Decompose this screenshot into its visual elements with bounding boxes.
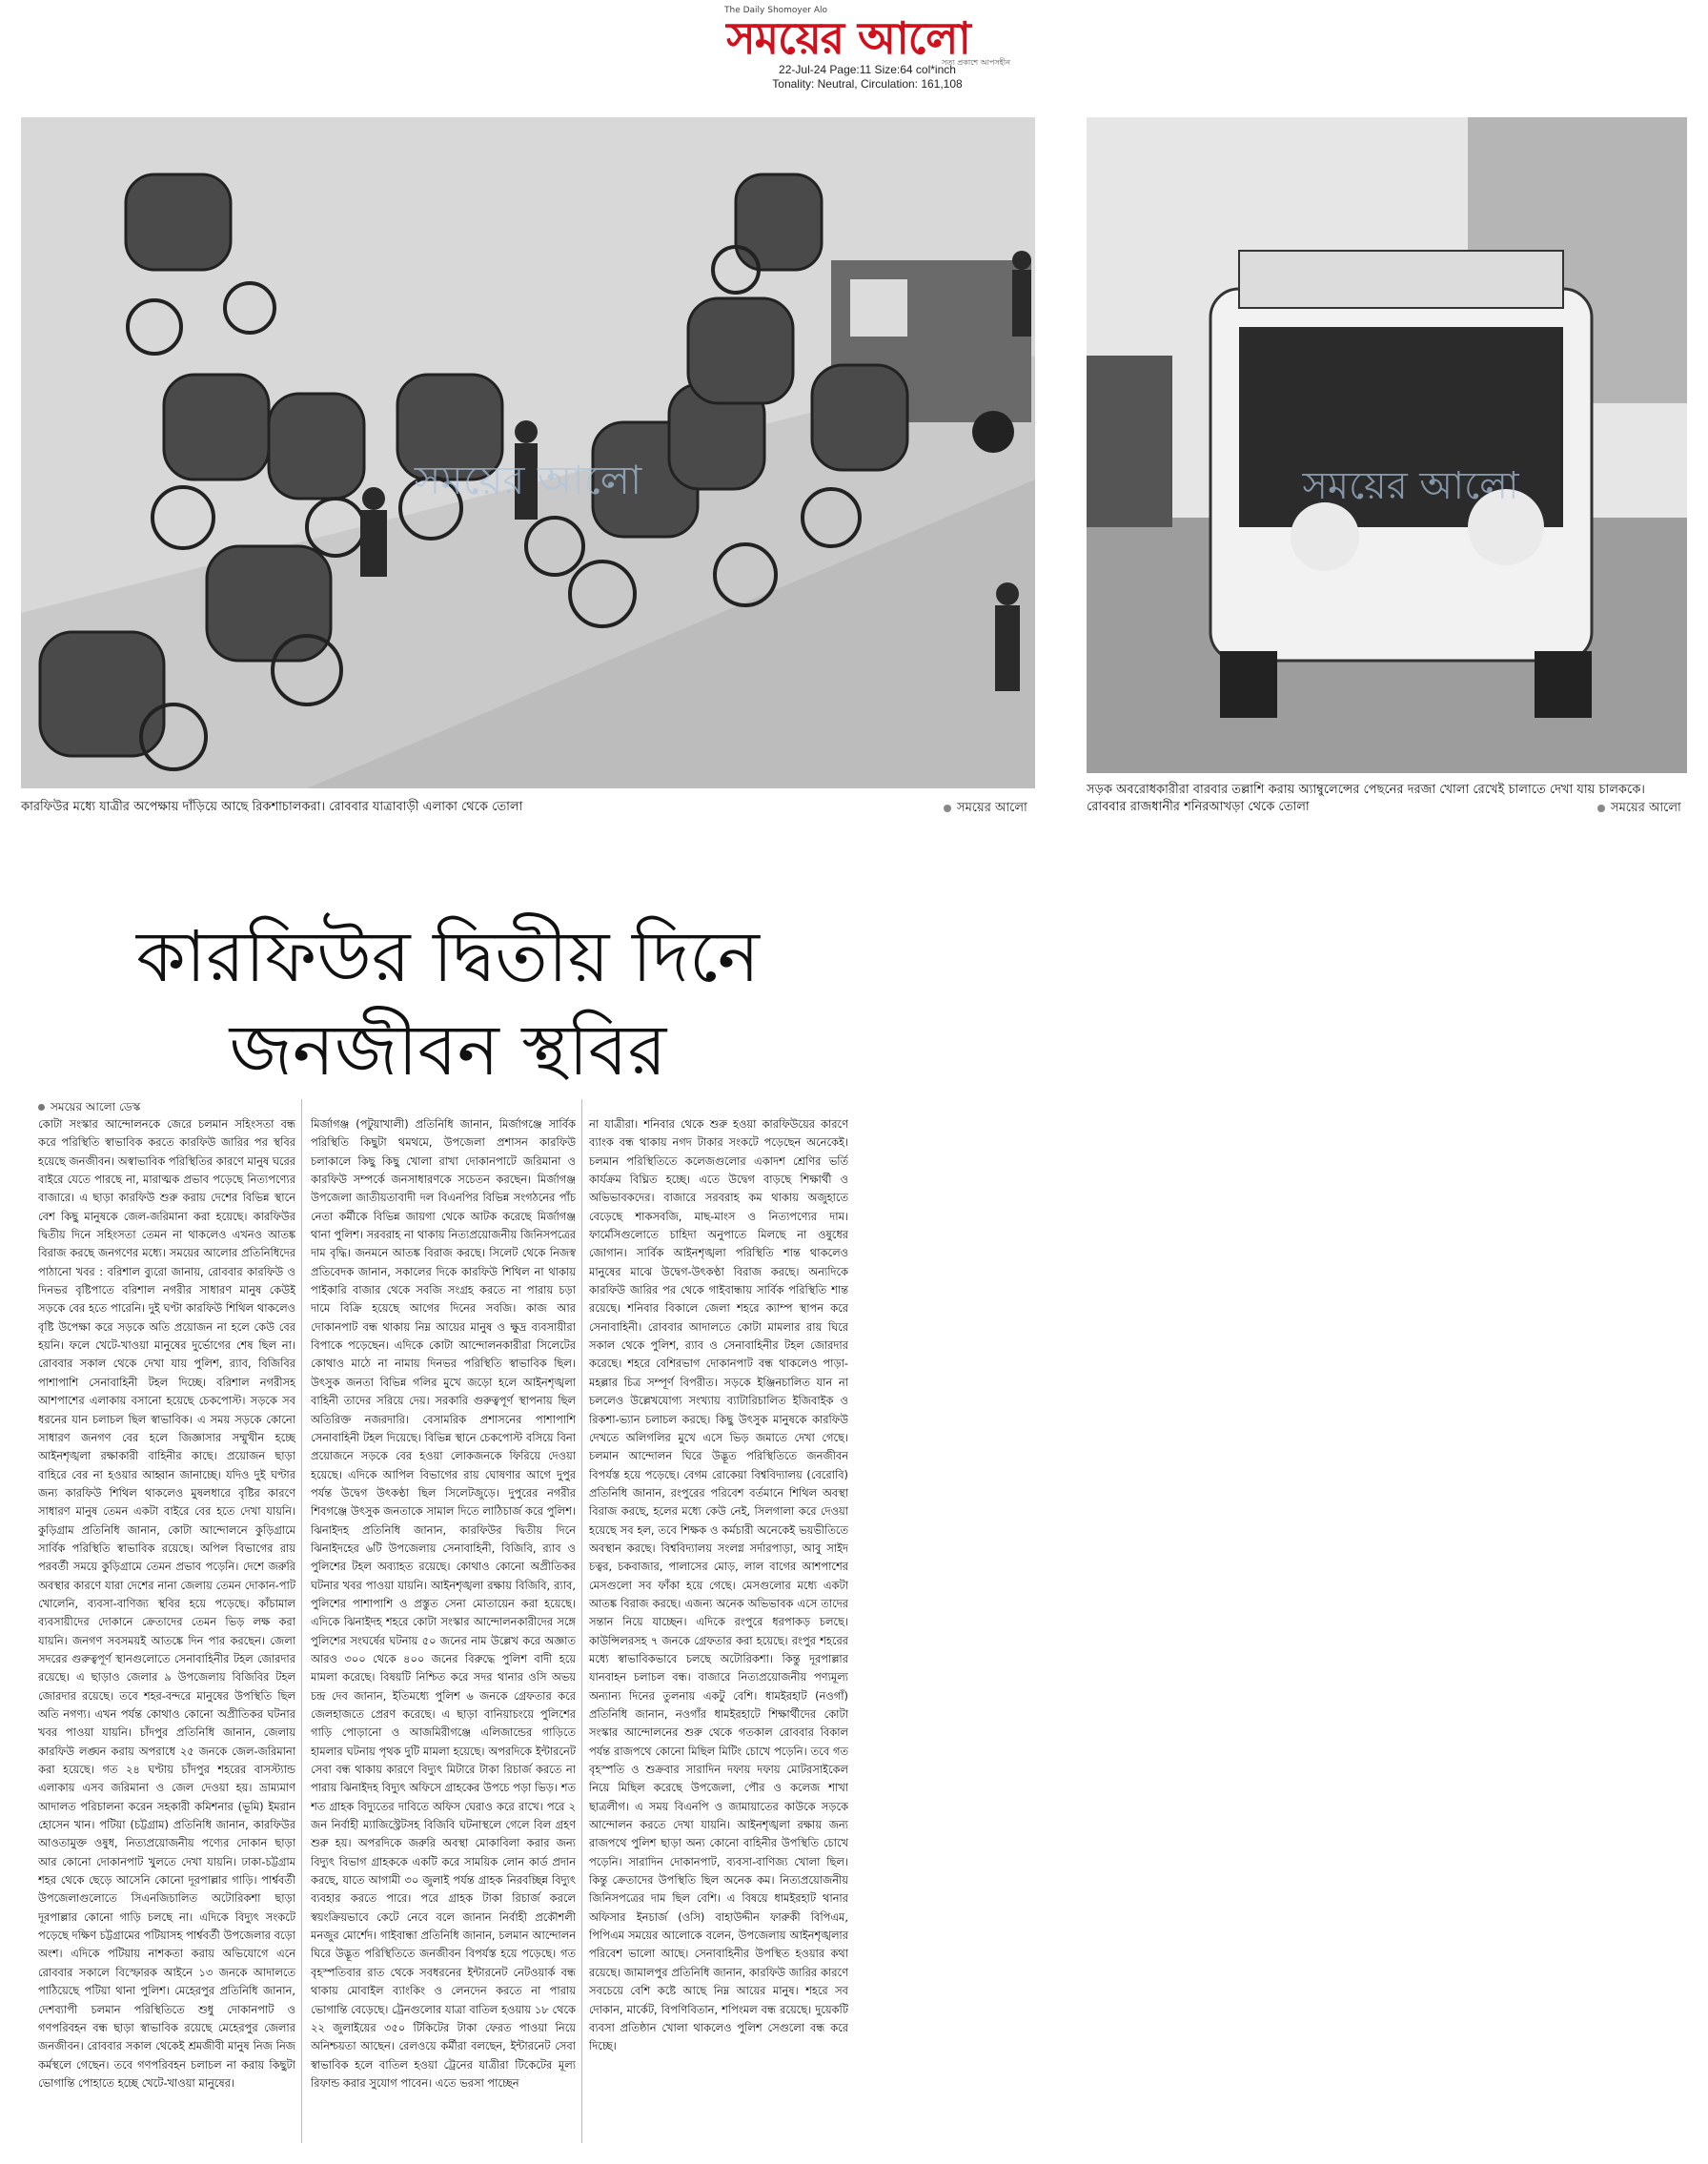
photo-watermark: সময়ের আলো bbox=[1302, 464, 1519, 508]
column-divider bbox=[581, 1099, 582, 2143]
right-photo-credit-text: সময়ের আলো bbox=[1611, 801, 1681, 815]
column-1-text: কোটা সংস্কার আন্দোলনকে জেরে চলমান সহিংসতা বন্ধ করে পরিস্থিতি স্বাভাবিক করতে কারফিউ জারির পর স্থবির হয়েছে জনজীবন। অস্বাভাবিক পরিস্থিতির কারণে মানুষ ঘরের বাইরে যেতে পারছে না, মারাত্মক প্রভাব পড়েছে নিত্যপণ্যের বাজারে। এ ছাড়া কারফিউ শুরু করায় দেশের বিভিন্ন স্থানে বেশ কিছু মানুষকে জেল-জরিমানা করা হয়েছে। কারফিউর দ্বিতীয় দিনে সহিংসতা তেমন না থাকলেও এখনও আতঙ্ক বিরাজ করছে জনগণের মধ্যে। সময়ের আলোর প্রতিনিধিদের পাঠানো খবর : বরিশাল ব্যুরো জানায়, রোববার কারফিউ ও দিনভর বৃষ্টিপাতে বরিশাল নগরীর সাধারণ মানুষ কেউই সড়কে বের হতে পারেনি। দুই ঘণ্টা কারফিউ শিথিল থাকলেও বৃষ্টি উপেক্ষা করে সড়কে অতি প্রয়োজন না হলে কেউ বের হয়নি। ফলে খেটে-খাওয়া মানুষের দুর্ভোগের শেষ ছিল না। রোববার সকাল থেকে দেখা যায় পুলিশ, র‌্যাব, বিজিবির পাশাপাশি সেনাবাহিনী টহল দিচ্ছে। বরিশাল নগরীসহ আশপাশের এলাকায় বসানো হয়েছে চেকপোস্ট। সড়কে সব ধরনের যান চলাচল ছিল স্বাভাবিক। এ সময় সড়কে কোনো সাধারণ জনগণ বের হলে জিজ্ঞাসার সম্মুখীন হচ্ছে আইনশৃঙ্খলা রক্ষাকারী বাহিনীর কাছে। প্রয়োজন ছাড়া বাহিরে বের না হওয়ার আহ্বান জানাচ্ছে। যদিও দুই ঘণ্টার জন্য কারফিউ শিথিল থাকলেও মুষলধারে বৃষ্টির কারণে সাধারণ মানুষ তেমন একটা বাইরে বের হতে দেখা যায়নি। কুড়িগ্রাম প্রতিনিধি জানান, কোটা আন্দোলনে কুড়িগ্রামে সার্বিক পরিস্থিতি স্বাভাবিক রয়েছে। অপিল বিভাগের রায় পরবর্তী সময়ে কুড়িগ্রামে তেমন প্রভাব পড়েনি। দেশে জরুরি অবস্থার কারণে যারা দেশের নানা জেলায় তেমন দোকান-পাট খোলেনি, ব্যবসা-বাণিজ্য স্থবির হয়ে পড়েছে। কাঁচামাল ব্যবসায়ীদের দোকানে ক্রেতাদের তেমন ভিড় লক্ষ করা যায়নি। জনগণ সবসময়ই আতঙ্কে দিন পার করছেন। জেলা সদরের গুরুত্বপূর্ণ স্থানগুলোতে সেনাবাহিনীর টহল জোরদার রয়েছে। এ ছাড়াও জেলার ৯ উপজেলায় বিজিবির টহল জোরদার রয়েছে। তবে শহর-বন্দরে মানুষের উপস্থিতি ছিল অতি নগণ্য। এখন পর্যন্ত কোথাও কোনো অপ্রীতিকর ঘটনার খবর পাওয়া যায়নি। চাঁদপুর প্রতিনিধি জানান, জেলায় কারফিউ লঙ্ঘন করায় অপরাধে ২৫ জনকে জেল-জরিমানা করা হয়েছে। গত ২৪ ঘণ্টায় চাঁদপুর শহরের বাসস্ট্যান্ড এলাকায় এসব জরিমানা ও জেল দেওয়া হয়। ভ্রাম্যমাণ আদালত পরিচালনা করেন সহকারী কমিশনার (ভূমি) ইমরান হোসেন খান। পটিয়া (চট্টগ্রাম) প্রতিনিধি জানান, কারফিউর আওতামুক্ত ওষুধ, নিত্যপ্রয়োজনীয় পণ্যের দোকান ছাড়া আর কোনো দোকানপাট খুলতে দেখা যায়নি। ঢাকা-চট্টগ্রাম শহর থেকে ছেড়ে আসেনি কোনো দূরপাল্লার গাড়ি। পার্শ্ববর্তী উপজেলাগুলোতে সিএনজিচালিত অটোরিকশা ছাড়া দূরপাল্লার কোনো গাড়ি চলছে না। এদিকে বিদ্যুৎ সংকটে পড়েছে দক্ষিণ চট্টগ্রামের পটিয়াসহ পার্শ্ববর্তী উপজেলার বড়ো অংশ। এদিকে পটিয়ায় নাশকতা করায় অভিযোগে এনে রোববার সকালে বিস্ফোরক আইনে ১৩ জনকে আদালতে পাঠিয়েছে পটিয়া থানা পুলিশ। মেহেরপুর প্রতিনিধি জানান, দেশব্যাপী চলমান পরিস্থিতিতে শুধু দোকানপাট ও গণপরিবহন বন্ধ ছাড়া স্বাভাবিক রয়েছে মেহেরপুর জেলার জনজীবন। রোববার সকাল থেকেই শ্রমজীবী মানুষ নিজ নিজ কর্মস্থলে গেছেন। তবে গণপরিবহন চলাচল না করায় কিছুটা ভোগান্তি পোহাতে হচ্ছে খেটে-খাওয়া মানুষের। bbox=[38, 1117, 295, 2090]
article-column-3 bbox=[589, 1115, 848, 2145]
headline-line2: জনজীবন স্থবির bbox=[229, 1010, 667, 1092]
left-photo-credit bbox=[944, 799, 1027, 819]
photo-watermark: সময়ের আলো bbox=[414, 457, 642, 503]
clip-meta-line1: 22-Jul-24 Page:11 Size:64 col*inch bbox=[779, 63, 956, 76]
masthead bbox=[667, 6, 1029, 70]
newspaper-logo: সময়ের আলো bbox=[726, 12, 970, 64]
right-photo-credit bbox=[1597, 799, 1681, 819]
column-2-text: মির্জাগঞ্জ (পটুয়াখালী) প্রতিনিধি জানান, মির্জাগঞ্জে সার্বিক পরিস্থিতি কিছুটা থমথমে, উপজেলা প্রশাসন কারফিউ চলাকালে কিছু কিছু খোলা রাখা দোকানপাটে জরিমানা ও কারফিউ সম্পর্কে জনসাধারণকে সচেতন করছেন। মির্জাগঞ্জ উপজেলা জাতীয়তাবাদী দল বিএনপির বিভিন্ন সংগঠনের পাঁচ নেতা কর্মীকে বিভিন্ন জায়গা থেকে আটক করেছে মির্জাগঞ্জ থানা পুলিশ। সরবরাহ না থাকায় নিত্যপ্রয়োজনীয় জিনিসপত্রের দাম বৃদ্ধি। জনমনে আতঙ্ক বিরাজ করছে। সিলেট থেকে নিজস্ব প্রতিবেদক জানান, সকালের দিকে কারফিউ শিথিল না থাকায় পাইকারি বাজার থেকে সবজি সংগ্রহ করতে না পারায় চড়া দামে বিক্রি হয়েছে আগের দিনের সবজি। কাজ আর দোকানপাট বন্ধ থাকায় নিম্ন আয়ের মানুষ ও ক্ষুদ্র ব্যবসায়ীরা বিপাকে পড়েছেন। এদিকে কোটা আন্দোলনকারীরা সিলেটের কোথাও মাঠে না নামায় দিনভর পরিস্থিতি স্বাভাবিক ছিল। উৎসুক জনতা বিভিন্ন গলির মুখে জড়ো হলে আইনশৃঙ্খলা বাহিনী তাদের সরিয়ে দেয়। সরকারি গুরুত্বপূর্ণ স্থাপনায় ছিল অতিরিক্ত নজরদারি। বেসামরিক প্রশাসনের পাশাপাশি সেনাবাহিনী টহল দিয়েছে। বিভিন্ন স্থানে চেকপোস্ট বসিয়ে বিনা প্রয়োজনে সড়কে বের হওয়া লোকজনকে ফিরিয়ে দেওয়া হয়েছে। এদিকে আপিল বিভাগের রায় ঘোষণার আগে দুপুর পর্যন্ত উদ্বেগ উৎকণ্ঠা ছিল সিলেটজুড়ে। দুপুরের নগরীর শিবগঞ্জে উৎসুক জনতাকে সামাল দিতে লাঠিচার্জ করে পুলিশ। ঝিনাইদহ প্রতিনিধি জানান, কারফিউর দ্বিতীয় দিনে ঝিনাইদহের ৬টি উপজেলায় সেনাবাহিনী, বিজিবি, র‌্যাব ও পুলিশের টহল অব্যাহত রয়েছে। কোথাও কোনো অপ্রীতিকর ঘটনার খবর পাওয়া যায়নি। আইনশৃঙ্খলা রক্ষায় বিজিবি, র‌্যাব, পুলিশের পাশাপাশি ও প্রস্তুত সেনা মোতায়েন করা হয়েছে। এদিকে ঝিনাইদহ শহরে কোটা সংস্কার আন্দোলনকারীদের সঙ্গে পুলিশের সংঘর্ষের ঘটনায় ৫০ জনের নাম উল্লেখ করে অজ্ঞাত আরও ৩০০ থেকে ৪০০ জনের বিরুদ্ধে পুলিশ বাদী হয়ে মামলা করেছে। বিষয়টি নিশ্চিত করে সদর থানার ওসি অভয় চন্দ্র দেব জানান, ইতিমধ্যে পুলিশ ৬ জনকে গ্রেফতার করে জেলহাজতে প্রেরণ করেছে। এ ছাড়া বানিয়াচংয়ে পুলিশের গাড়ি পোড়ানো ও আজমিরীগঞ্জে এলিজান্ডের গাড়িতে হামলার ঘটনায় পৃথক দুটি মামলা হয়েছে। অপরদিকে ইন্টারনেট সেবা বন্ধ থাকায় কারণে বিদ্যুৎ মিটারে টাকা রিচার্জ করতে না পারায় ঝিনাইদহ বিদ্যুৎ অফিসে গ্রাহকের উপচে পড়া ভিড়। শত শত গ্রাহক বিদ্যুতের দাবিতে অফিস ঘেরাও করে রাখে। পরে ২ জন নির্বাহী ম্যাজিস্ট্রেটসহ বিজিবি ঘটনাস্থলে গেলে বিল গ্রহণ শুরু হয়। অপরদিকে জরুরি অবস্থা মোকাবিলা করার জন্য বিদ্যুৎ বিভাগ গ্রাহককে একটি করে সাময়িক লোন কার্ড প্রদান করছে, যাতে আগামী ৩০ জুলাই পর্যন্ত গ্রাহক নিরবচ্ছিন্ন বিদ্যুৎ ব্যবহার করতে পারে। পরে গ্রাহক টাকা রিচার্জ করলে স্বয়ংক্রিয়ভাবে কেটে নেবে বলে জানান নির্বাহী প্রকৌশলী মনজুর মোর্শেদ। গাইবান্ধা প্রতিনিধি জানান, চলমান আন্দোলন ঘিরে উদ্ভূত পরিস্থিতিতে জনজীবন বিপর্যস্ত হয়ে পড়েছে। গত বৃহস্পতিবার রাত থেকে সবধরনের ইন্টারনেট নেটওয়ার্ক বন্ধ থাকায় মোবাইল ব্যাংকিং ও লেনদেন করতে না পারায় ভোগান্তি বেড়েছে। ট্রেনগুলোর যাত্রা বাতিল হওয়ায় ১৮ থেকে ২২ জুলাইয়ের ৩৫০ টিকিটের টাকা ফেরত পাওয়া নিয়ে অনিশ্চয়তা আছেন। রেলওয়ে কর্মীরা বলছেন, ইন্টারনেট সেবা স্বাভাবিক হলে বাতিল হওয়া ট্রেনের যাত্রীরা টিকেটের মূল্য রিফান্ড করার সুযোগ পাবেন। এতে ভরসা পাচ্ছেন bbox=[311, 1117, 576, 2090]
article-column-1 bbox=[38, 1115, 295, 2145]
column-divider bbox=[301, 1099, 302, 2143]
right-photo-caption-line2: রোববার রাজধানীর শনিরআখড়া থেকে তোলা bbox=[1087, 800, 1310, 814]
article-column-2 bbox=[311, 1115, 576, 2145]
ambulance-photo-icon bbox=[1087, 117, 1687, 773]
clip-meta bbox=[724, 63, 1010, 92]
bullet-icon bbox=[1597, 805, 1605, 812]
rickshaw-photo bbox=[21, 117, 1035, 788]
masthead-tagline: সত্য প্রকাশে আপসহীন bbox=[942, 58, 1010, 67]
rickshaw-photo-icon bbox=[21, 117, 1035, 788]
headline-line1: কারফিউর দ্বিতীয় দিনে bbox=[136, 916, 760, 998]
left-photo-credit-text: সময়ের আলো bbox=[957, 801, 1027, 815]
article-headline bbox=[57, 910, 839, 1097]
left-photo-caption: কারফিউর মধ্যে যাত্রীর অপেক্ষায় দাঁড়িয়ে আছে রিকশাচালকরা। রোববার যাত্রাবাড়ী এলাকা থেকে তোলা bbox=[21, 800, 523, 814]
right-photo-caption-line1: সড়ক অবরোধকারীরা বারবার তল্লাশি করায় অ্যাম্বুলেন্সের পেছনের দরজা খোলা রেখেই চালাতে দেখা যায় চালককে। bbox=[1087, 783, 1645, 797]
ambulance-photo bbox=[1087, 117, 1687, 773]
clip-meta-line2: Tonality: Neutral, Circulation: 161,108 bbox=[772, 77, 963, 91]
bullet-icon bbox=[38, 1104, 45, 1111]
bullet-icon bbox=[944, 805, 951, 812]
column-3-text: না যাত্রীরা। শনিবার থেকে শুরু হওয়া কারফিউয়ের কারণে ব্যাংক বন্ধ থাকায় নগদ টাকার সংকটে পড়েছেন অনেকেই। চলমান পরিস্থিতিতে কলেজগুলোর একাদশ শ্রেণির ভর্তি কার্যক্রম বিঘ্নিত হচ্ছে। এতে উদ্বেগ বাড়ছে শিক্ষার্থী ও অভিভাবকদের। বাজারে সরবরাহ কম থাকায় অজুহাতে বেড়েছে শাকসবজি, মাছ-মাংস ও নিত্যপণ্যের দাম। ফার্মেসিগুলোতে চাহিদা অনুপাতে মিলছে না ওষুধের জোগান। সার্বিক আইনশৃঙ্খলা পরিস্থিতি শান্ত থাকলেও মানুষের মাঝে উদ্বেগ-উৎকণ্ঠা বিরাজ করছে। অন্যদিকে কারফিউ জারির পর থেকে গাইবান্ধায় সার্বিক পরিস্থিতি শান্ত রয়েছে। শনিবার বিকালে জেলা শহরে ক্যাম্প স্থাপন করে সেনাবাহিনী। রোববার আদালতে কোটা মামলার রায় ঘিরে সকাল থেকে পুলিশ, র‌্যাব ও সেনাবাহিনীর টহল জোরদার করেছে। শহরে বেশিরভাগ দোকানপাট বন্ধ থাকলেও পাড়া-মহল্লার চিত্র সম্পূর্ণ বিপরীত। সড়কে ইঞ্জিনচালিত যান না চললেও উল্লেখযোগ্য সংখ্যায় ব্যাটারিচালিত ইজিবাইক ও রিকশা-ভ্যান চলাচল করছে। কিছু উৎসুক মানুষকে কারফিউ দেখতে অলিগলির মুখে এসে ভিড় জমাতে দেখা গেছে। চলমান আন্দোলন ঘিরে উদ্ভূত পরিস্থিতিতে জনজীবন বিপর্যস্ত হয়ে পড়েছে। বেগম রোকেয়া বিশ্ববিদ্যালয় (বেরোবি) প্রতিনিধি জানান, রংপুরের পরিবেশ বর্তমানে শিথিল অবস্থা বিরাজ করছে, হলের মধ্যে কেউ নেই, সিলগালা করে দেওয়া হয়েছে সব হল, তবে শিক্ষক ও কর্মচারী অনেকেই ভয়ভীতিতে অবস্থান করছে। বিশ্ববিদ্যালয় সংলগ্ন সর্দারপাড়া, আবু সাইদ চত্বর, চকবাজার, পালাসের মোড়, লাল বাগের আশপাশের মেসগুলো সব ফাঁকা হয়ে গেছে। মেসগুলোর মধ্যে একটা আতঙ্ক বিরাজ করছে। এজন্য অনেক অভিভাবক এসে তাদের সন্তান নিয়ে যাচ্ছেন। এদিকে রংপুরে ধরপাকড় চলছে। কাউন্সিলরসহ ৭ জনকে গ্রেফতার করা হয়েছে। রংপুর শহরের মধ্যে স্বাভাবিকভাবে চলছে অটোরিকশা। কিন্তু দূরপাল্লার যানবাহন চলাচল বন্ধ। বাজারে নিত্যপ্রয়োজনীয় পণ্যমূল্য অন্যান্য দিনের তুলনায় একটু বেশি। ধামইরহাট (নওগাঁ) প্রতিনিধি জানান, নওগাঁর ধামইরহাটে শিক্ষার্থীদের কোটা সংস্কার আন্দোলনের শুরু থেকে গতকাল রোববার বিকাল পর্যন্ত রাজপথে কোনো মিছিল মিটিং চোখে পড়েনি। তবে গত বৃহস্পতি ও শুক্রবার সারাদিন দফায় দফায় মোটরসাইকেল নিয়ে মিছিল করেছে উপজেলা, পৌর ও কলেজ শাখা ছাত্রলীগ। এ সময় বিএনপি ও জামায়াতের কাউকে সড়কে আন্দোলন করতে দেখা যায়নি। আইনশৃঙ্খলা রক্ষায় জন্য রাজপথে পুলিশ ছাড়া অন্য কোনো বাহিনীর উপস্থিতি চোখে পড়েনি। সারাদিন দোকানপাট, ব্যবসা-বাণিজ্য খোলা ছিল। কিন্তু ক্রেতাদের উপস্থিতি ছিল অনেক কম। নিত্যপ্রয়োজনীয় জিনিসপত্রের দাম ছিল বেশি। এ বিষয়ে ধামইরহাট থানার অফিসার ইনচার্জ (ওসি) বাহাউদ্দীন ফারুকী বিপিএম, পিপিএম সময়ের আলোকে বলেন, উপজেলায় আইনশৃঙ্খলার পরিবেশ ভালো আছে। সেনাবাহিনীর উপস্থিত হওয়ার কথা রয়েছে। জামালপুর প্রতিনিধি জানান, কারফিউ জারির কারণে সবচেয়ে বেশি কষ্টে আছে নিম্ন আয়ের মানুষ। শহরে সব দোকান, মার্কেট, বিপণিবিতান, শপিংমল বন্ধ রয়েছে। দুয়েকটি ব্যবসা প্রতিষ্ঠান খোলা থাকলেও পুলিশ সেগুলো বন্ধ করে দিচ্ছে। bbox=[589, 1117, 848, 2053]
byline-text: সময়ের আলো ডেস্ক bbox=[51, 1100, 141, 1113]
masthead-english-name: The Daily Shomoyer Alo bbox=[724, 6, 828, 15]
